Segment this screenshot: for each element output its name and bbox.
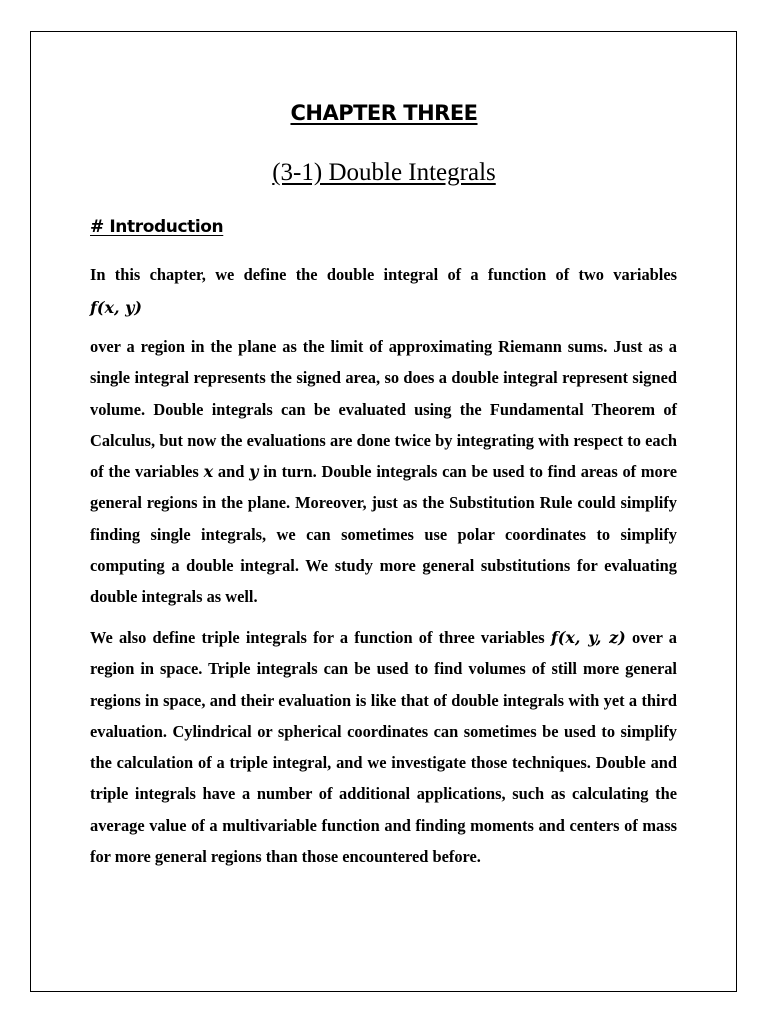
paragraph-2 [90,622,677,872]
introduction-heading: # Introduction [90,217,224,237]
paragraph-1-and: and [217,462,245,482]
variable-x: x [203,462,214,482]
opening-function [90,292,677,323]
paragraph-1-text-b: in turn. Double integrals can be used to find areas of more general regions in the plane. Moreover, just as the Substitution Rule could simplify finding single integrals, we can sometimes use polar coordinates to simplify computing a double integral. We study more general substitutions for evaluating double integrals as well. [90,462,678,607]
paragraph-2-text-b: over a region in space. Triple integrals can be used to find volumes of still more general regions in space, and their evaluation is like that of double integrals with yet a third evaluation. Cylindrical or spherical coordinates can sometimes be used to simplify the calculation of a triple integral, and we investigate those techniques. Double and triple integrals have a number of additional applications, such as calculating the average value of a multivariable function and finding moments and centers of mass for more general regions than those encountered before. [90,628,677,867]
paragraph-2-text-a: We also define triple integrals for a function of three variables [90,628,545,647]
function-fxyz: f(x, y, z) [550,628,626,647]
chapter-heading: CHAPTER THREE [290,101,478,125]
variable-y: y [249,462,259,482]
opening-line: In this chapter, we define the double integral of a function of two variables [90,265,677,284]
paragraph-1-text-a: over a region in the plane as the limit of approximating Riemann sums. Just as a single integral represents the signed area, so does a double integral represent signed volume. Double integrals can be evaluated using the Fundamental Theorem of Calculus, but now the evaluations are done twice by integrating with respect to each of the variables [90,337,677,482]
function-fxy: f(x, y) [90,298,142,317]
section-title: (3-1) Double Integrals [272,159,496,186]
paragraph-1 [90,331,677,613]
